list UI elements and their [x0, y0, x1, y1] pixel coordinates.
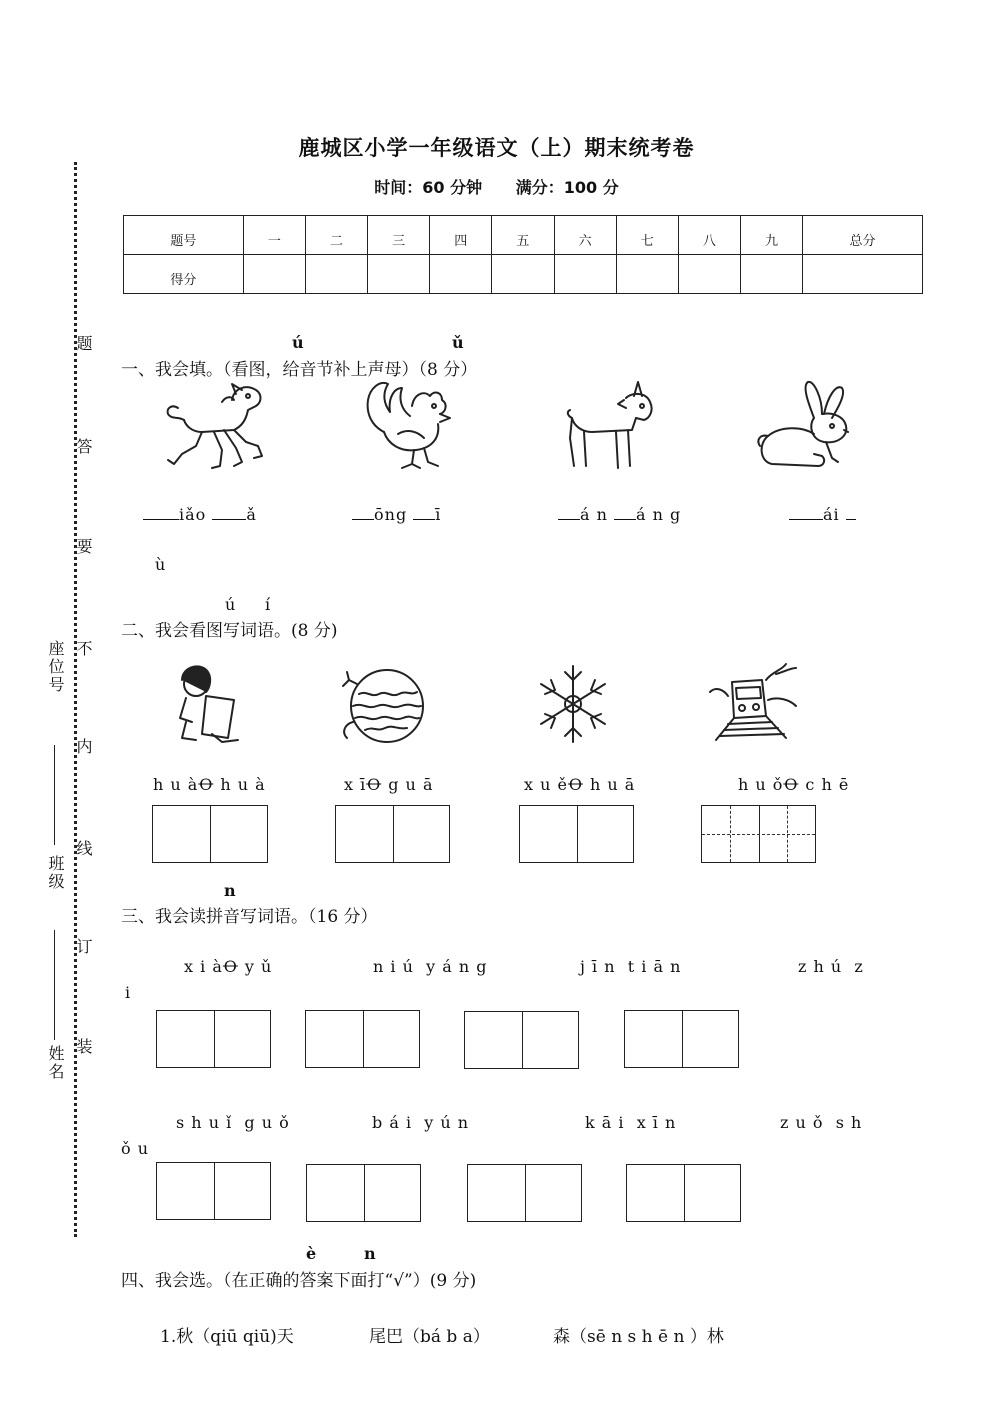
- seal-char-3: 要: [74, 538, 93, 556]
- watermelon-icon: [337, 660, 425, 750]
- score-table-row2-label: 得分: [124, 255, 244, 294]
- section1-heading: 一、我会填。（看图，给音节补上声母）（8 分）: [121, 360, 478, 380]
- blank-line[interactable]: [558, 503, 580, 520]
- seal-char-1: 题: [74, 335, 93, 353]
- score-cell[interactable]: [243, 255, 305, 294]
- score-cell[interactable]: [492, 255, 554, 294]
- pinyin-final: ī: [435, 505, 442, 524]
- blank-line[interactable]: [614, 503, 636, 520]
- s4-accent-a: è: [306, 1244, 317, 1263]
- s4-accent-b: n: [364, 1244, 376, 1263]
- snowflake-icon: [533, 662, 613, 746]
- score-cell[interactable]: [803, 255, 923, 294]
- s1-answer-rooster: [352, 503, 441, 524]
- blank-line[interactable]: [413, 503, 435, 520]
- s3-row1-pinyin-2: n i ú y á n g: [373, 957, 488, 976]
- class-label: 班级: [46, 855, 65, 891]
- s2-accent-a: ú: [225, 595, 236, 614]
- pinyin-final: ǎ: [246, 505, 257, 524]
- score-col-1: 一: [243, 216, 305, 255]
- section3-heading: 三、我会读拼音写词语。（16 分）: [121, 907, 378, 927]
- score-col-8: 八: [678, 216, 740, 255]
- blank-line[interactable]: [352, 503, 374, 520]
- s1-accent-b: ǔ: [452, 333, 464, 352]
- s1-answer-goat: [558, 503, 681, 524]
- score-col-6: 六: [554, 216, 616, 255]
- score-col-2: 二: [305, 216, 367, 255]
- score-cell[interactable]: [554, 255, 616, 294]
- s3-row1-overflow: i: [125, 983, 132, 1002]
- score-col-total: 总分: [803, 216, 923, 255]
- writing-box[interactable]: [464, 1011, 579, 1069]
- name-label: 姓名: [46, 1045, 65, 1081]
- score-cell[interactable]: [616, 255, 678, 294]
- s1-overflow: ù: [155, 555, 167, 574]
- pinyin-final: á n g: [636, 505, 682, 524]
- class-blank-line: [54, 745, 55, 845]
- writing-box[interactable]: [306, 1164, 421, 1222]
- s3-row2-pinyin-2: b á i y ú n: [372, 1113, 470, 1132]
- score-col-4: 四: [430, 216, 492, 255]
- score-cell[interactable]: [430, 255, 492, 294]
- score-cell[interactable]: [740, 255, 802, 294]
- s1-accent-a: ú: [292, 333, 304, 352]
- score-table-row1-label: 题号: [124, 216, 244, 255]
- horse-icon: [162, 380, 270, 472]
- pinyin-final: ái: [823, 505, 840, 524]
- rooster-icon: [358, 376, 456, 472]
- score-cell[interactable]: [678, 255, 740, 294]
- score-cell[interactable]: [305, 255, 367, 294]
- pinyin-final: ōng: [374, 505, 408, 524]
- s3-row1-pinyin-1: x i àꝊ y ǔ: [184, 957, 273, 976]
- s2-pinyin-1: h u àꝊ h u à: [153, 775, 266, 794]
- s3-row2-pinyin-1: s h u ǐ g u ǒ: [176, 1113, 290, 1132]
- writing-box[interactable]: [467, 1164, 582, 1222]
- time-limit: 时间：60 分钟: [374, 178, 483, 197]
- s2-pinyin-3: x u ěꝊ h u ā: [524, 775, 636, 794]
- exam-title: 鹿城区小学一年级语文（上）期末统考卷: [298, 136, 695, 160]
- s4-question-2: 尾巴（bá b a）: [369, 1327, 490, 1347]
- writing-box[interactable]: [335, 805, 450, 863]
- score-cell[interactable]: [368, 255, 430, 294]
- s3-row2-overflow: ǒ u: [121, 1139, 150, 1158]
- s2-pinyin-2: x īꝊ g u ā: [344, 775, 434, 794]
- s3-accent: n: [224, 881, 236, 900]
- writing-box[interactable]: [701, 805, 816, 863]
- goat-icon: [562, 378, 662, 472]
- writing-box[interactable]: [624, 1010, 739, 1068]
- boy-drawing-icon: [172, 660, 244, 746]
- writing-box[interactable]: [156, 1010, 271, 1068]
- blank-line[interactable]: [212, 503, 246, 520]
- score-col-5: 五: [492, 216, 554, 255]
- seal-char-2: 答: [74, 438, 93, 456]
- writing-box[interactable]: [305, 1010, 420, 1068]
- s3-row2-pinyin-3: k ā i x ī n: [585, 1113, 677, 1132]
- seal-char-5: 内: [74, 738, 93, 756]
- name-blank-line: [54, 930, 55, 1040]
- s1-answer-rabbit: [789, 503, 856, 524]
- binding-dotted-line: [74, 162, 77, 1237]
- writing-box[interactable]: [519, 805, 634, 863]
- s4-question-1: 1.秋（qiū qiū)天: [160, 1327, 294, 1347]
- pinyin-final: iǎo: [179, 505, 207, 524]
- train-icon: [706, 660, 802, 744]
- s2-pinyin-4: h u ǒꝊ c h ē: [738, 775, 850, 794]
- writing-box[interactable]: [156, 1162, 271, 1220]
- blank-line[interactable]: [789, 503, 823, 520]
- s3-row1-pinyin-4: z h ú z: [798, 957, 864, 976]
- score-table: [123, 215, 923, 294]
- s3-row1-pinyin-3: j ī n t i ā n: [580, 957, 682, 976]
- seal-char-8: 装: [74, 1038, 93, 1056]
- s2-accent-b: í: [265, 595, 271, 614]
- blank-line[interactable]: [143, 503, 179, 520]
- seal-char-6: 线: [74, 840, 93, 858]
- s3-row2-pinyin-4: z u ǒ s h: [780, 1113, 863, 1132]
- blank-line[interactable]: [846, 503, 856, 520]
- score-col-7: 七: [616, 216, 678, 255]
- seal-char-4: 不: [74, 640, 93, 658]
- exam-subtitle: [0, 175, 993, 198]
- pinyin-final: á n: [580, 505, 608, 524]
- writing-box[interactable]: [152, 805, 268, 863]
- section2-heading: 二、我会看图写词语。(8 分): [121, 621, 338, 641]
- section4-heading: 四、我会选。（在正确的答案下面打“√”）(9 分): [121, 1271, 477, 1291]
- rabbit-icon: [752, 378, 852, 470]
- score-col-3: 三: [368, 216, 430, 255]
- score-col-9: 九: [740, 216, 802, 255]
- s4-question-3: 森（sē n s h ē n ）林: [553, 1327, 724, 1347]
- seat-number-label: 座位号: [46, 640, 65, 694]
- writing-box[interactable]: [626, 1164, 741, 1222]
- s1-answer-horse: [143, 503, 257, 524]
- seal-char-7: 订: [74, 938, 93, 956]
- full-score: 满分：100 分: [515, 178, 619, 197]
